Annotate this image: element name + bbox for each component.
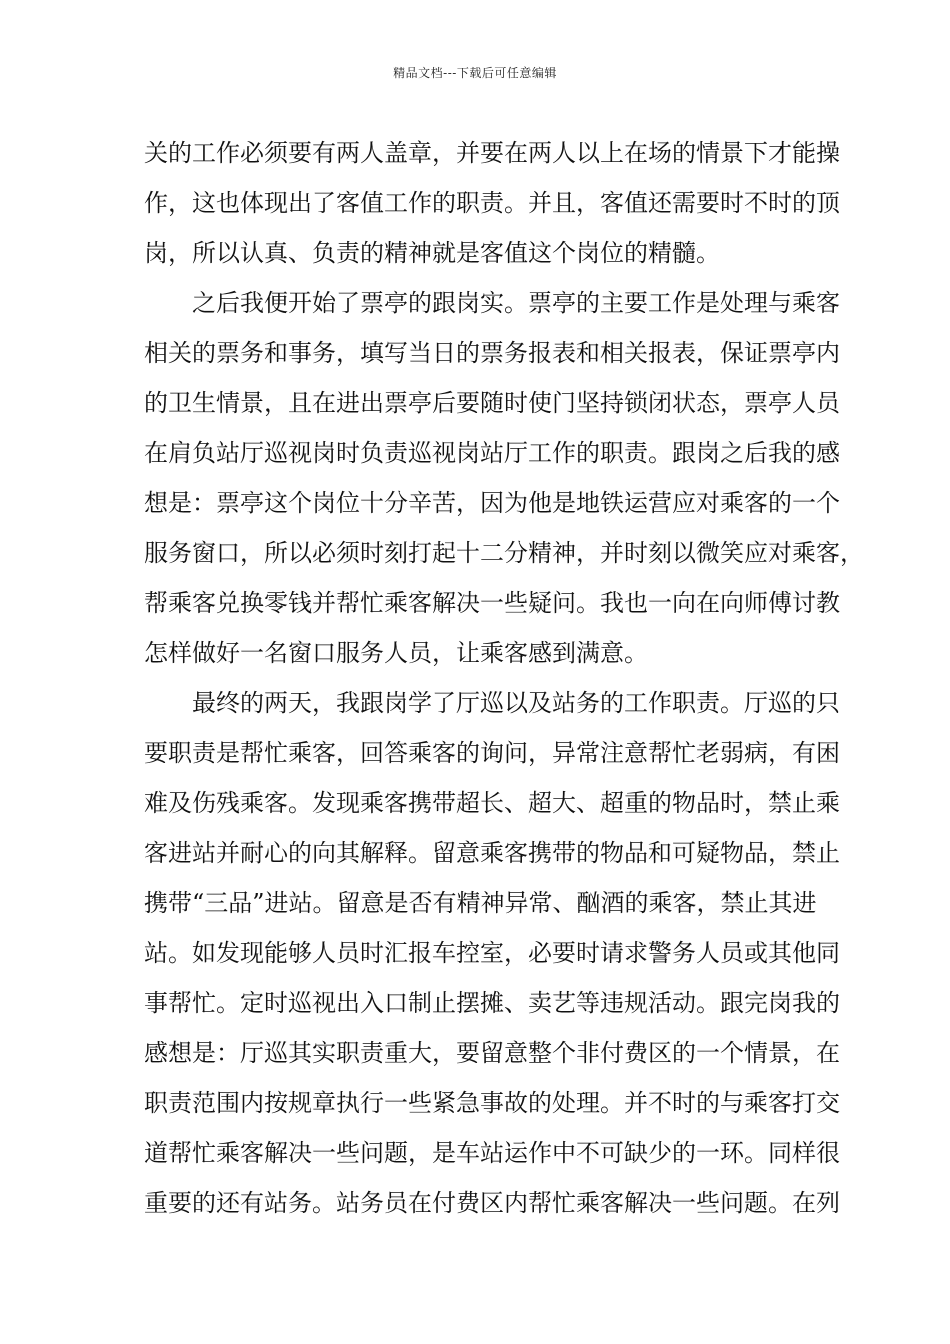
text-line: 服务窗口，所以必须时刻打起十二分精神，并时刻以微笑应对乘客， (144, 539, 864, 567)
page-header: 精品文档---下载后可任意编辑 (393, 66, 557, 80)
paragraph-first-line: 之后我便开始了票亭的跟岗实。票亭的主要工作是处理与乘客 (192, 289, 840, 317)
document-body (144, 128, 864, 1228)
text-line: 站。如发现能够人员时汇报车控室，必要时请求警务人员或其他同 (144, 939, 840, 967)
text-line: 在肩负站厅巡视岗时负责巡视岗站厅工作的职责。跟岗之后我的感 (144, 439, 840, 467)
text-line: 关的工作必须要有两人盖章，并要在两人以上在场的情景下才能操 (144, 139, 840, 167)
paragraph-first-line: 最终的两天，我跟岗学了厅巡以及站务的工作职责。厅巡的只 (192, 689, 840, 717)
text-line: 道帮忙乘客解决一些问题，是车站运作中不可缺少的一环。同样很 (144, 1139, 840, 1167)
text-line: 怎样做好一名窗口服务人员，让乘客感到满意。 (144, 639, 648, 667)
text-line: 作，这也体现出了客值工作的职责。并且，客值还需要时不时的顶 (144, 189, 840, 217)
text-line: 事帮忙。定时巡视出入口制止摆摊、卖艺等违规活动。跟完岗我的 (144, 989, 840, 1017)
text-line: 难及伤残乘客。发现乘客携带超长、超大、超重的物品时，禁止乘 (144, 789, 840, 817)
text-line: 携带“三品”进站。留意是否有精神异常、酗酒的乘客，禁止其进 (144, 889, 817, 917)
text-line: 职责范围内按规章执行一些紧急事故的处理。并不时的与乘客打交 (144, 1089, 840, 1117)
text-line: 相关的票务和事务，填写当日的票务报表和相关报表，保证票亭内 (144, 339, 840, 367)
text-line: 客进站并耐心的向其解释。留意乘客携带的物品和可疑物品，禁止 (144, 839, 840, 867)
text-line: 重要的还有站务。站务员在付费区内帮忙乘客解决一些问题。在列 (144, 1189, 840, 1217)
text-line: 感想是：厅巡其实职责重大，要留意整个非付费区的一个情景，在 (144, 1039, 840, 1067)
text-line: 的卫生情景，且在进出票亭后要随时使门坚持锁闭状态，票亭人员 (144, 389, 840, 417)
text-line: 帮乘客兑换零钱并帮忙乘客解决一些疑问。我也一向在向师傅讨教 (144, 589, 840, 617)
text-line: 岗，所以认真、负责的精神就是客值这个岗位的精髓。 (144, 239, 720, 267)
text-line: 要职责是帮忙乘客，回答乘客的询问，异常注意帮忙老弱病，有困 (144, 739, 840, 767)
text-line: 想是：票亭这个岗位十分辛苦，因为他是地铁运营应对乘客的一个 (144, 489, 840, 517)
